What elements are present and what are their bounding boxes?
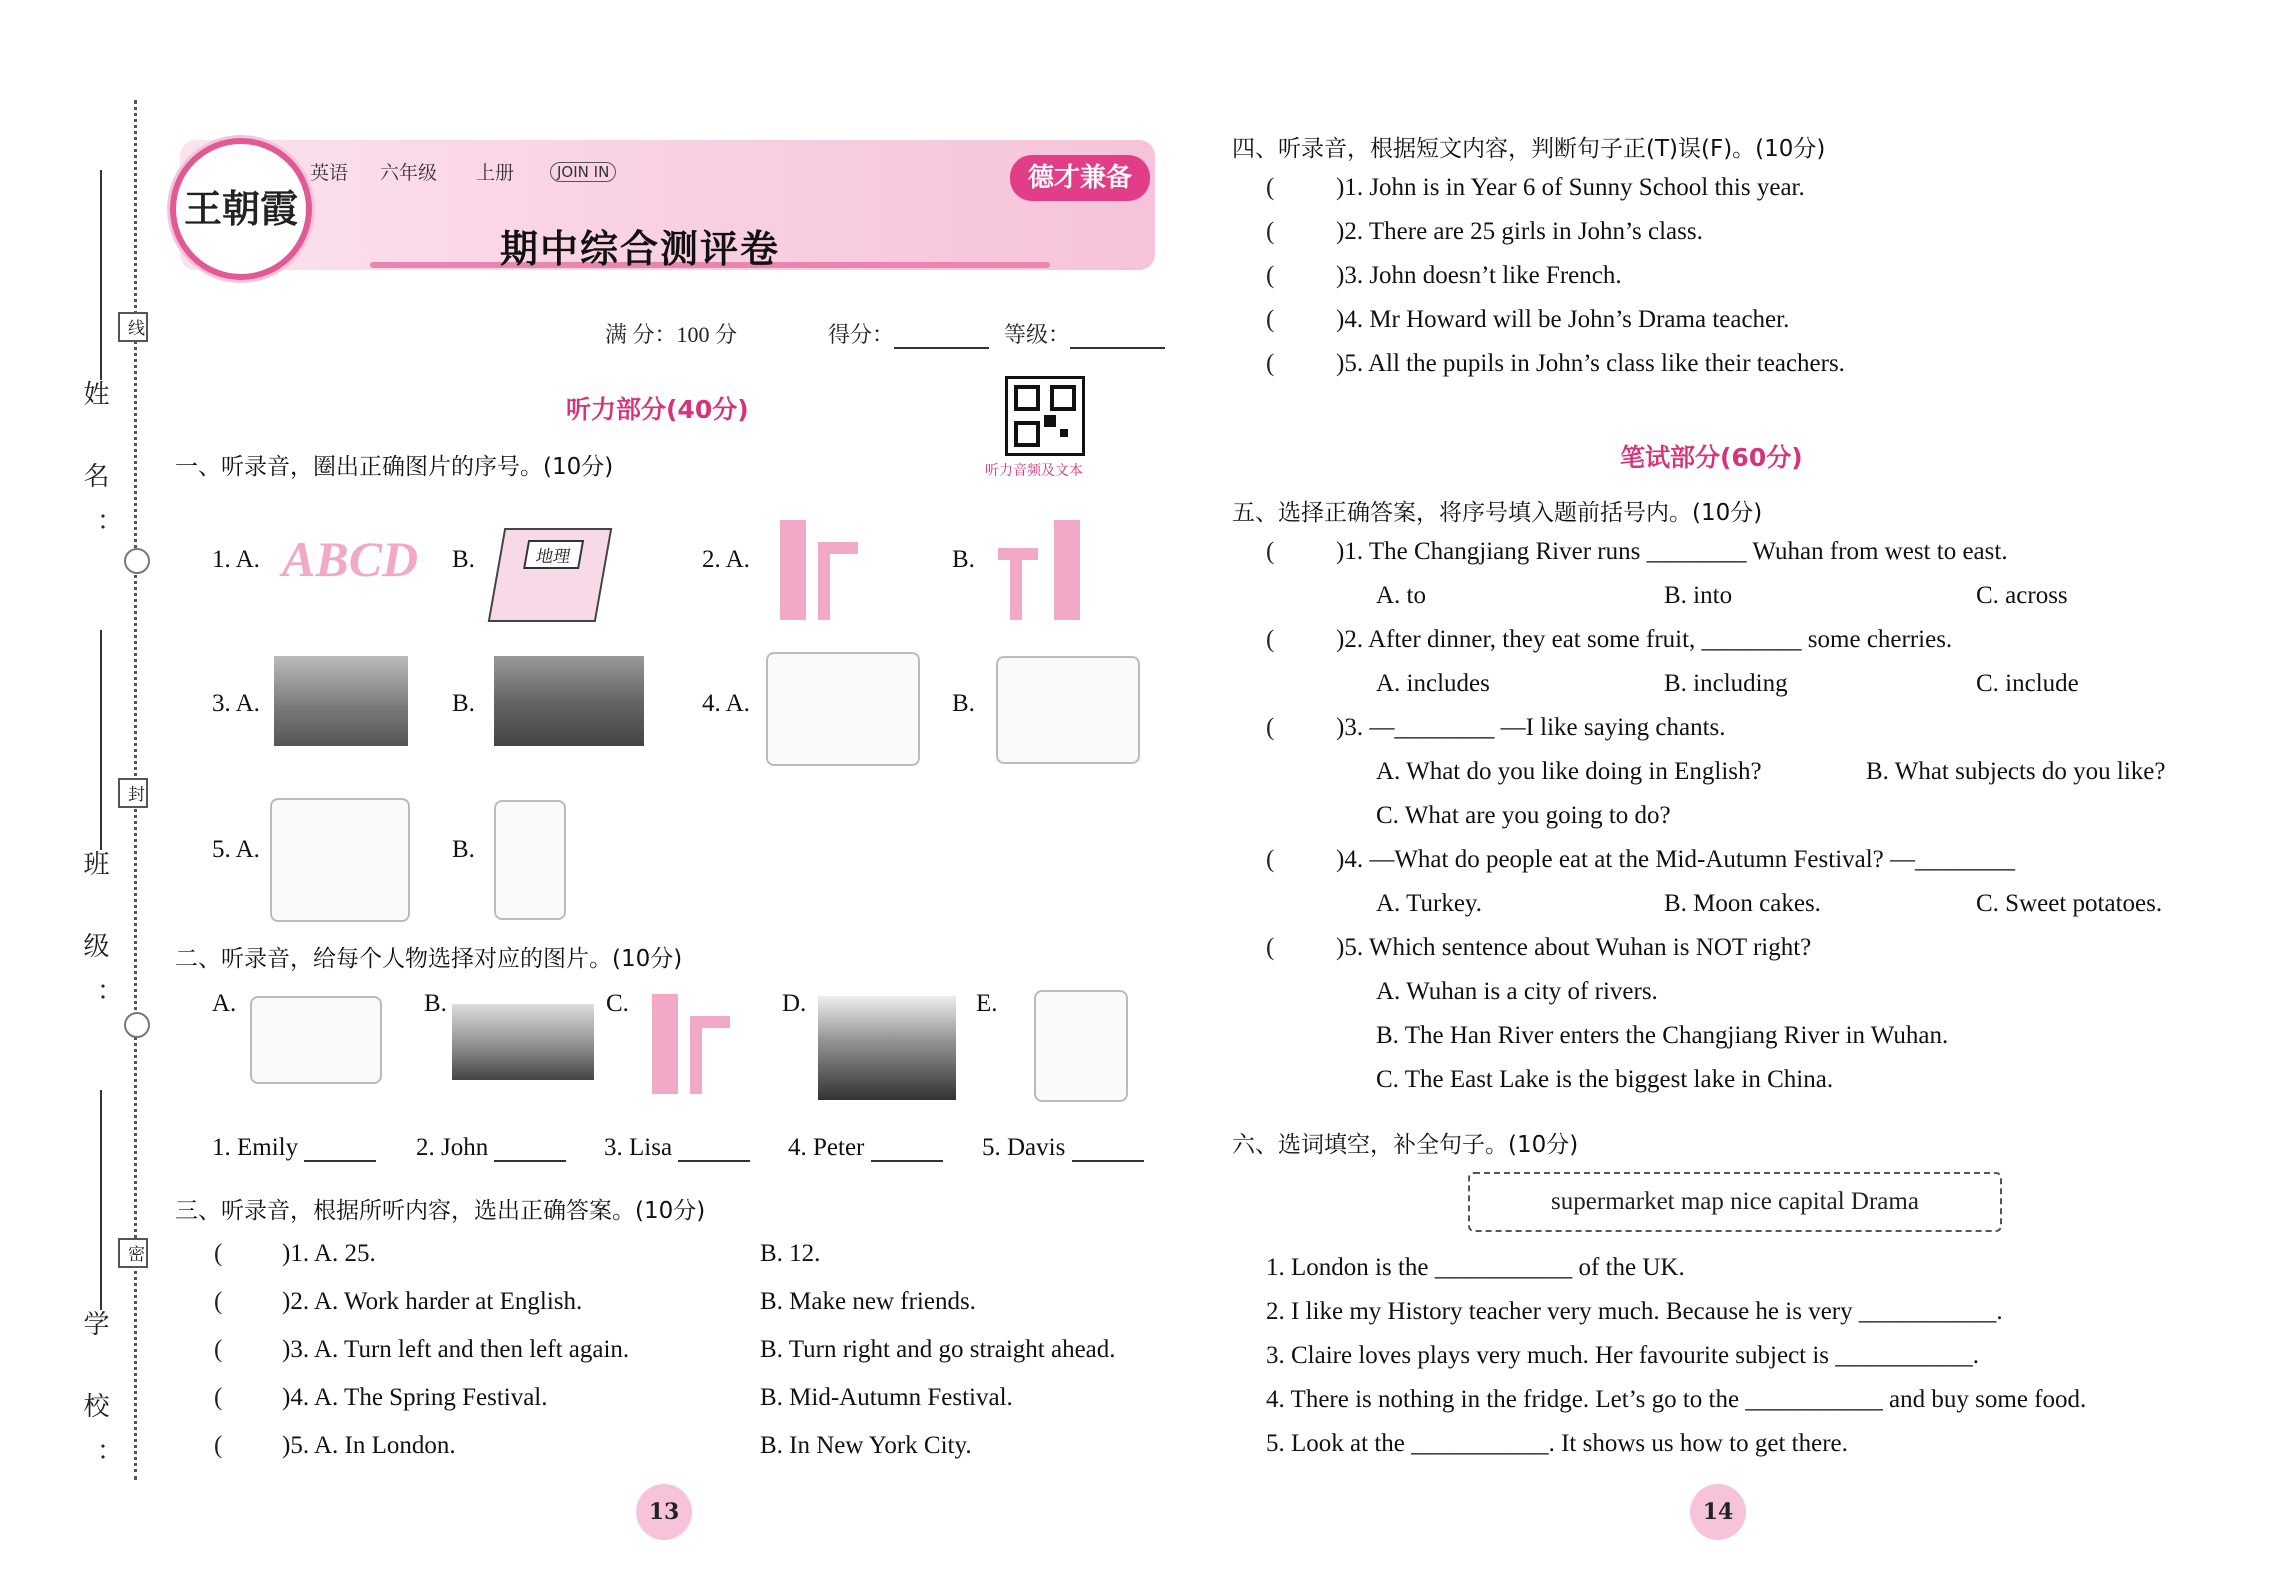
mid-autumn-family-image bbox=[996, 656, 1140, 764]
qr-caption: 听力音频及文本 bbox=[985, 463, 1083, 479]
full-score: 满 分：100 分 bbox=[605, 322, 738, 347]
page-number-14: 14 bbox=[1690, 1484, 1746, 1540]
section-2-title: 二、听录音，给每个人物选择对应的图片。(10分) bbox=[175, 946, 683, 972]
s5-q5-c: C. The East Lake is the biggest lake in China. bbox=[1376, 1066, 1834, 1093]
s2-person-lisa[interactable]: 3. Lisa bbox=[604, 1134, 750, 1162]
answer-paren[interactable]: ( bbox=[214, 1336, 223, 1363]
grade-label: 六年级 bbox=[380, 162, 438, 184]
answer-paren[interactable]: ( bbox=[1266, 262, 1275, 289]
s1-label: 2. A. bbox=[702, 546, 750, 573]
s5-q3-c: C. What are you going to do? bbox=[1376, 802, 1671, 829]
s1-label: 5. A. bbox=[212, 836, 260, 863]
score-field[interactable] bbox=[828, 318, 989, 349]
s1-label: B. bbox=[452, 836, 475, 863]
section-1-title: 一、听录音，圈出正确图片的序号。(10分) bbox=[175, 454, 614, 480]
s5-q2: )2. After dinner, they eat some fruit, ________ some cherries. bbox=[1336, 626, 1953, 653]
s5-q4: )4. —What do people eat at the Mid-Autumn Festival? —________ bbox=[1336, 846, 2016, 873]
answer-paren[interactable]: ( bbox=[214, 1432, 223, 1459]
answer-paren[interactable]: ( bbox=[1266, 934, 1275, 961]
s2-option: B. bbox=[424, 990, 447, 1017]
answer-paren[interactable]: ( bbox=[1266, 846, 1275, 873]
score-label: 得分： bbox=[828, 323, 895, 348]
term-label: 上册 bbox=[476, 162, 515, 184]
s5-q5: )5. Which sentence about Wuhan is NOT right? bbox=[1336, 934, 1812, 961]
name-label: 姓 名： bbox=[79, 380, 109, 563]
writing-title: 笔试部分(60分) bbox=[1620, 443, 1803, 472]
s6-item: 1. London is the ___________ of the UK. bbox=[1266, 1254, 1685, 1281]
page-number-13: 13 bbox=[636, 1484, 692, 1540]
geography-book-image bbox=[488, 528, 613, 622]
school-label: 学 校： bbox=[79, 1310, 109, 1493]
s5-q2-b: B. including bbox=[1664, 670, 1788, 697]
answer-paren[interactable]: ( bbox=[1266, 218, 1275, 245]
s4-item: )2. There are 25 girls in John’s class. bbox=[1336, 218, 1703, 245]
s5-q2-a: A. includes bbox=[1376, 670, 1490, 697]
dancing-children-image bbox=[250, 996, 382, 1084]
white-house-photo bbox=[274, 656, 408, 746]
s4-item: )5. All the pupils in John’s class like their teachers. bbox=[1336, 350, 1845, 377]
s2-person-peter[interactable]: 4. Peter bbox=[788, 1134, 943, 1162]
s3-q1-a: )1. A. 25. bbox=[282, 1240, 376, 1267]
answer-paren[interactable]: ( bbox=[1266, 538, 1275, 565]
turn-right-arrow-icon bbox=[652, 994, 742, 1094]
fold-mark: 密 bbox=[118, 1238, 148, 1268]
page-title: 期中综合测评卷 bbox=[500, 227, 781, 271]
class-field[interactable] bbox=[100, 630, 102, 850]
s3-q1-b: B. 12. bbox=[760, 1240, 821, 1267]
s3-q4-a: )4. A. The Spring Festival. bbox=[282, 1384, 548, 1411]
s2-option: C. bbox=[606, 990, 629, 1017]
s3-q3-a: )3. A. Turn left and then left again. bbox=[282, 1336, 630, 1363]
binding-hole-icon bbox=[124, 548, 150, 574]
s2-option: A. bbox=[212, 990, 237, 1017]
answer-paren[interactable]: ( bbox=[1266, 626, 1275, 653]
family-travel-image bbox=[270, 798, 410, 922]
answer-paren[interactable]: ( bbox=[1266, 306, 1275, 333]
level-field[interactable] bbox=[1004, 318, 1165, 349]
s1-label: 1. A. bbox=[212, 546, 260, 573]
class-label: 班 级： bbox=[79, 850, 109, 1033]
s4-item: )3. John doesn’t like French. bbox=[1336, 262, 1622, 289]
s5-q1: )1. The Changjiang River runs ________ Wuhan from west to east. bbox=[1336, 538, 2008, 565]
s3-q2-a: )2. A. Work harder at English. bbox=[282, 1288, 583, 1315]
logo-text: 王朝霞 bbox=[183, 186, 298, 231]
line-mark: 线 bbox=[118, 312, 148, 342]
s6-item: 5. Look at the ___________. It shows us how to get there. bbox=[1266, 1430, 1848, 1457]
s3-q5-b: B. In New York City. bbox=[760, 1432, 972, 1459]
section-3-title: 三、听录音，根据所听内容，选出正确答案。(10分) bbox=[175, 1198, 706, 1224]
subject-label: 英语 bbox=[310, 162, 349, 184]
s5-q3-a: A. What do you like doing in English? bbox=[1376, 758, 1762, 785]
s1-label: 3. A. bbox=[212, 690, 260, 717]
s5-q1-a: A. to bbox=[1376, 582, 1426, 609]
level-label: 等级： bbox=[1004, 323, 1071, 348]
s1-label: 4. A. bbox=[702, 690, 750, 717]
s5-q4-a: A. Turkey. bbox=[1376, 890, 1483, 917]
s1-label: B. bbox=[952, 690, 975, 717]
s2-person-davis[interactable]: 5. Davis bbox=[982, 1134, 1144, 1162]
s6-item: 4. There is nothing in the fridge. Let’s go to the ___________ and buy some food. bbox=[1266, 1386, 2087, 1413]
book-label: 地理 bbox=[523, 540, 584, 569]
s3-q4-b: B. Mid-Autumn Festival. bbox=[760, 1384, 1013, 1411]
section-6-title: 六、选词填空，补全句子。(10分) bbox=[1232, 1132, 1579, 1158]
section-5-title: 五、选择正确答案，将序号填入题前括号内。(10分) bbox=[1232, 500, 1763, 526]
answer-paren[interactable]: ( bbox=[1266, 350, 1275, 377]
great-wall-photo bbox=[452, 1004, 594, 1080]
name-field[interactable] bbox=[100, 170, 102, 380]
s5-q4-b: B. Moon cakes. bbox=[1664, 890, 1821, 917]
birds-nest-stadium-photo bbox=[494, 656, 644, 746]
s2-person-john[interactable]: 2. John bbox=[416, 1134, 566, 1162]
answer-paren[interactable]: ( bbox=[1266, 174, 1275, 201]
s5-q5-a: A. Wuhan is a city of rivers. bbox=[1376, 978, 1658, 1005]
binding-hole-icon bbox=[124, 1012, 150, 1038]
s2-person-emily[interactable]: 1. Emily bbox=[212, 1134, 376, 1162]
s1-label: B. bbox=[452, 546, 475, 573]
s5-q5-b: B. The Han River enters the Changjiang River in Wuhan. bbox=[1376, 1022, 1949, 1049]
s5-q4-c: C. Sweet potatoes. bbox=[1976, 890, 2163, 917]
qr-code-icon[interactable] bbox=[1005, 376, 1085, 456]
family-dinner-image bbox=[766, 652, 920, 766]
s5-q2-c: C. include bbox=[1976, 670, 2079, 697]
turn-left-arrow-icon bbox=[990, 520, 1080, 620]
s5-q3-b: B. What subjects do you like? bbox=[1866, 758, 2166, 785]
s2-option: E. bbox=[976, 990, 998, 1017]
answer-paren[interactable]: ( bbox=[214, 1240, 223, 1267]
s5-q3: )3. —________ —I like saying chants. bbox=[1336, 714, 1726, 741]
answer-paren[interactable]: ( bbox=[1266, 714, 1275, 741]
girl-waving-image bbox=[494, 800, 566, 920]
abcd-letters-image: ABCD bbox=[282, 531, 419, 587]
s1-label: B. bbox=[452, 690, 475, 717]
new-york-city-photo bbox=[818, 996, 956, 1100]
word-bank: supermarket map nice capital Drama bbox=[1468, 1172, 2002, 1232]
school-field[interactable] bbox=[100, 1090, 102, 1310]
s3-q2-b: B. Make new friends. bbox=[760, 1288, 976, 1315]
s5-q1-b: B. into bbox=[1664, 582, 1733, 609]
s4-item: )1. John is in Year 6 of Sunny School this year. bbox=[1336, 174, 1805, 201]
s1-label: B. bbox=[952, 546, 975, 573]
girl-singing-image bbox=[1034, 990, 1128, 1102]
seal-mark: 封 bbox=[118, 778, 148, 808]
turn-right-arrow-icon bbox=[780, 520, 870, 620]
section-4-title: 四、听录音，根据短文内容，判断句子正(T)误(F)。(10分) bbox=[1232, 136, 1826, 162]
s6-item: 2. I like my History teacher very much. Because he is very ___________. bbox=[1266, 1298, 2003, 1325]
answer-paren[interactable]: ( bbox=[214, 1288, 223, 1315]
s3-q5-a: )5. A. In London. bbox=[282, 1432, 456, 1459]
s4-item: )4. Mr Howard will be John’s Drama teacher. bbox=[1336, 306, 1790, 333]
s6-item: 3. Claire loves plays very much. Her favourite subject is ___________. bbox=[1266, 1342, 1980, 1369]
listening-title: 听力部分(40分) bbox=[566, 395, 749, 424]
answer-paren[interactable]: ( bbox=[214, 1384, 223, 1411]
brand-logo bbox=[170, 138, 312, 280]
motto-badge: 德才兼备 bbox=[1010, 155, 1150, 201]
s3-q3-b: B. Turn right and go straight ahead. bbox=[760, 1336, 1116, 1363]
s5-q1-c: C. across bbox=[1976, 582, 2068, 609]
s2-option: D. bbox=[782, 990, 807, 1017]
edition-label: JOIN IN bbox=[550, 162, 616, 182]
